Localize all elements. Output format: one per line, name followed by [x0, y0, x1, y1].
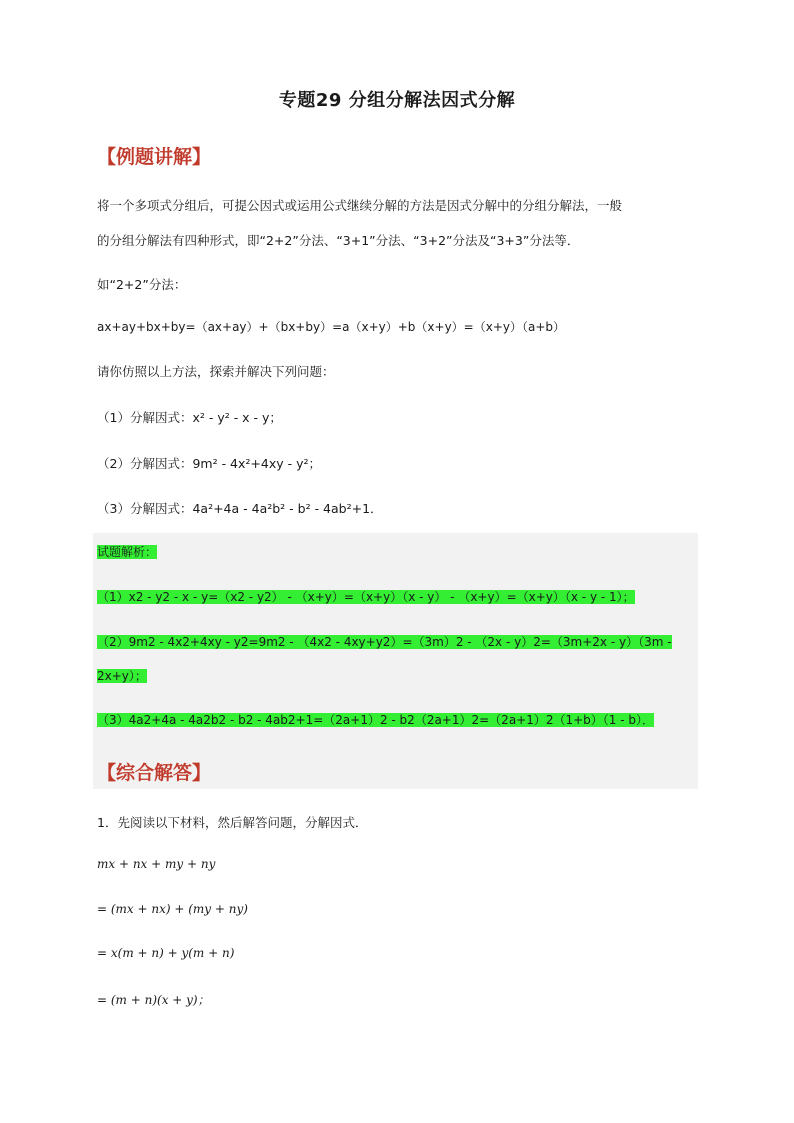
answer-1-text: （1）x2 - y2 - x - y=（x2 - y2） - （x+y）=（x+y）（x - y） - （x+y）=（x+y）（x - y - 1）； — [97, 590, 635, 604]
prompt-text: 请你仿照以上方法，探索并解决下列问题： — [97, 364, 335, 379]
question-3: （3）分解因式：4a²+4a - 4a²b² - b² - 4ab²+1． — [97, 501, 383, 516]
example-formula: ax+ay+bx+by=（ax+ay）+（bx+by）=a（x+y）+b（x+y）=（x+y）（a+b） — [97, 320, 566, 334]
answer-2-line-2 — [97, 667, 147, 684]
problem-1-step-3: = x(m + n) + y(m + n) — [97, 946, 235, 960]
intro-line-2: 的分组分解法有四种形式，即“2+2”分法、“3+1”分法、“3+2”分法及“3+3”分法等． — [97, 233, 580, 248]
example-label: 如“2+2”分法： — [97, 277, 187, 292]
answer-3-text: （3）4a2+4a - 4a2b2 - b2 - 4ab2+1=（2a+1）2 - b2（2a+1）2=（2a+1）2（1+b）（1 - b）． — [97, 713, 655, 727]
section-heading-examples: 【例题讲解】 — [97, 146, 212, 168]
question-2: （2）分解因式：9m² - 4x²+4xy - y²； — [97, 456, 321, 471]
answer-2-line-1 — [97, 633, 672, 650]
answer-2-line-1-text: （2）9m2 - 4x2+4xy - y2=9m2 - （4x2 - 4xy+y2）=（3m）2 - （2x - y）2=（3m+2x - y）（3m - — [97, 635, 672, 649]
problem-1-intro: 1．先阅读以下材料，然后解答问题，分解因式． — [97, 815, 368, 830]
analysis-label — [97, 543, 157, 560]
question-1: （1）分解因式：x² - y² - x - y； — [97, 410, 282, 425]
problem-1-step-1: mx + nx + my + ny — [97, 857, 216, 871]
problem-1-step-2: = (mx + nx) + (my + ny) — [97, 902, 248, 916]
page-title: 专题29 分组分解法因式分解 — [278, 90, 516, 111]
analysis-shaded-block — [93, 533, 698, 789]
intro-line-1: 将一个多项式分组后，可提公因式或运用公式继续分解的方法是因式分解中的分组分解法，一般 — [97, 198, 623, 213]
problem-1-step-4: = (m + n)(x + y)； — [97, 993, 210, 1007]
analysis-label-text: 试题解析： — [97, 545, 158, 559]
section-heading-comprehensive: 【综合解答】 — [97, 762, 212, 784]
answer-2-line-2-text: 2x+y）； — [97, 669, 147, 683]
answer-1 — [97, 588, 635, 605]
answer-3 — [97, 711, 654, 728]
